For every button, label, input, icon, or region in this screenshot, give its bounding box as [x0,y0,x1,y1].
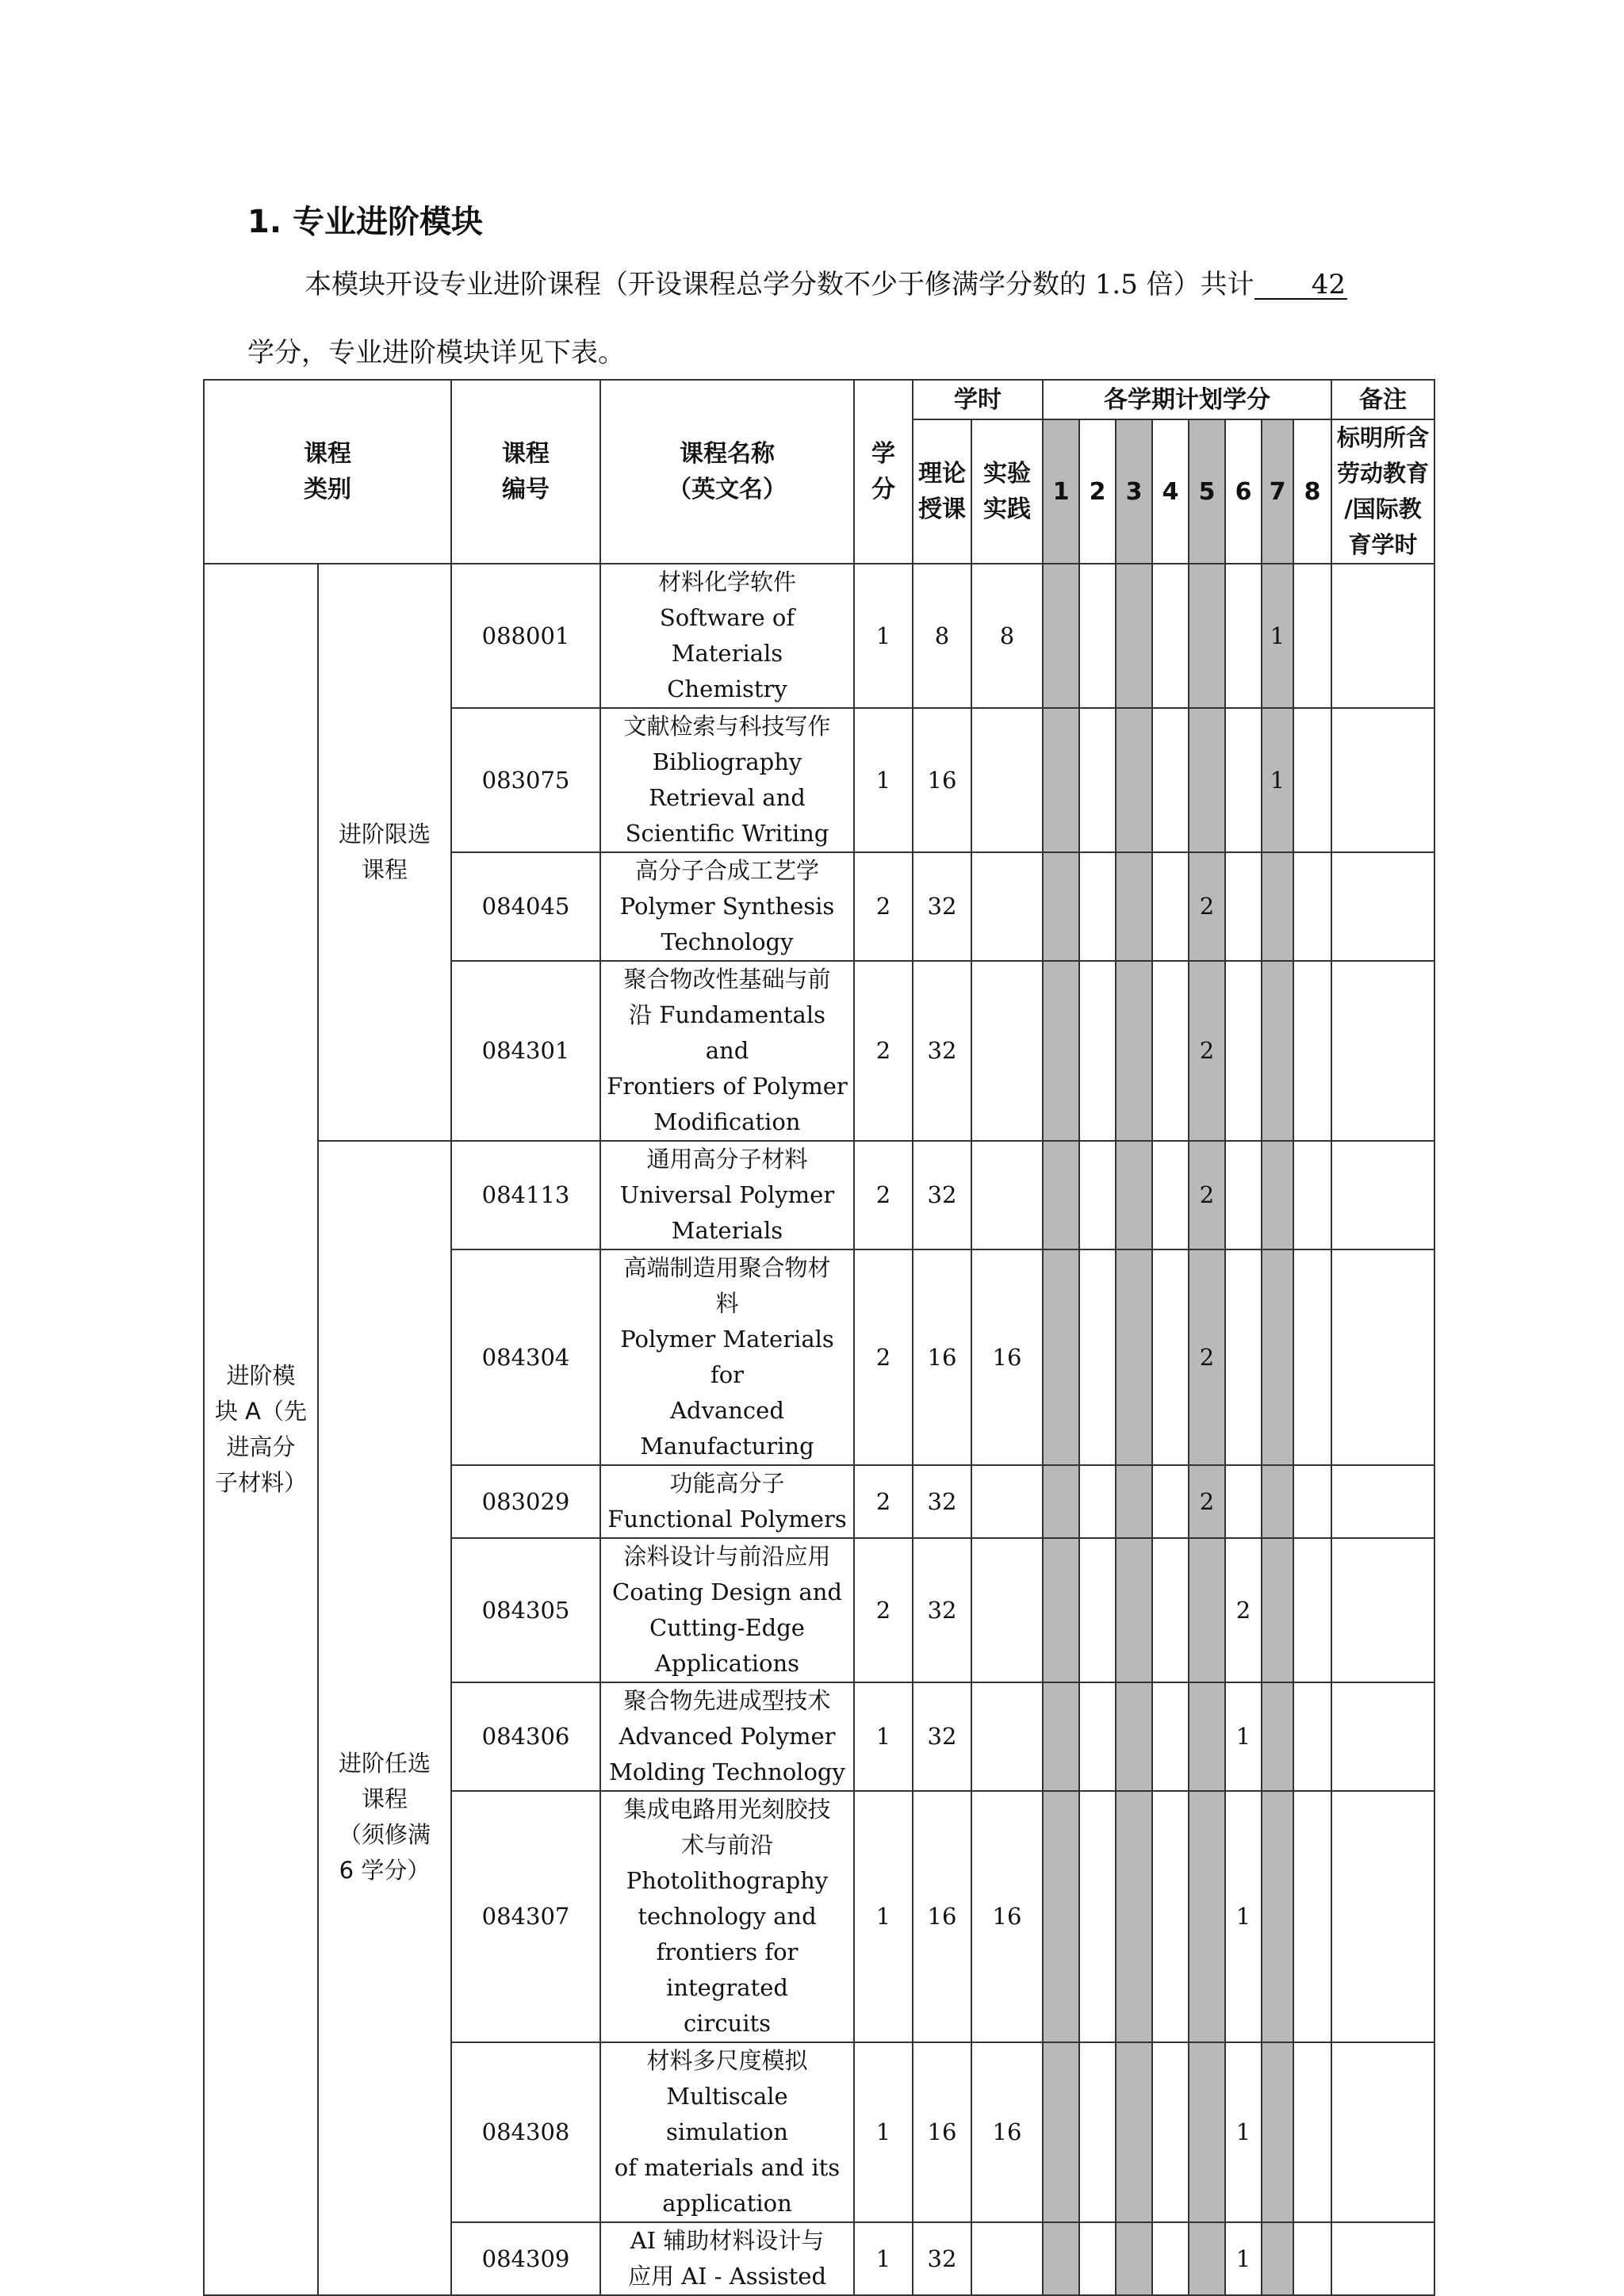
semester-7-cell [1262,1682,1293,1791]
semester-8-cell [1293,961,1331,1141]
credit-cell: 2 [854,1465,913,1538]
header-hours: 学时 [913,380,1043,419]
cell-line: 聚合物先进成型技术 [623,1687,831,1714]
theory-hours-cell: 32 [913,852,971,961]
semester-8-cell [1293,1682,1331,1791]
cell-line: 高端制造用聚合物材 [623,1254,831,1281]
header-semester-8: 8 [1293,419,1331,564]
cell-line: circuits [683,2010,772,2037]
course-name-cell [600,564,854,708]
semester-4-cell [1152,1538,1189,1682]
cell-line: Coating Design and [612,1578,842,1605]
course-name-cell [600,1141,854,1249]
semester-5-cell [1189,1682,1225,1791]
cell-line: 课程 [361,1785,408,1812]
cell-line: 块 A（先 [214,1398,308,1425]
semester-2-cell [1079,961,1116,1141]
cell-line: 进阶限选 [338,821,431,848]
semester-3-cell [1116,1682,1152,1791]
semester-7-cell [1262,2042,1293,2222]
credit-cell: 1 [854,2222,913,2295]
semester-6-cell [1225,852,1262,961]
theory-hours-cell: 16 [913,1249,971,1465]
semester-5-cell [1189,1538,1225,1682]
practice-hours-cell [971,1538,1043,1682]
cell-line: Advanced [670,1397,784,1424]
semester-1-cell [1043,1465,1079,1538]
cell-line: 材料化学软件 [657,568,796,595]
course-name-cell [600,961,854,1141]
semester-5-cell [1189,564,1225,708]
header-semester-credits: 各学期计划学分 [1043,380,1331,419]
cell-line: Technology [661,928,794,955]
remarks-cell [1331,2222,1434,2295]
header-text: 育学时 [1348,531,1418,558]
semester-7-cell [1262,961,1293,1141]
cell-line: 涂料设计与前沿应用 [623,1543,831,1570]
semester-1-cell [1043,2222,1079,2295]
remarks-cell [1331,852,1434,961]
cell-line: 进高分 [226,1433,296,1460]
remarks-cell [1331,1249,1434,1465]
semester-4-cell [1152,961,1189,1141]
semester-3-cell [1116,564,1152,708]
theory-hours-cell: 16 [913,2042,971,2222]
semester-1-cell [1043,1141,1079,1249]
semester-2-cell [1079,2042,1116,2222]
cell-line: Bibliography [652,748,802,775]
semester-3-cell [1116,1538,1152,1682]
semester-7-cell [1262,1141,1293,1249]
course-code-cell: 084113 [451,1141,600,1249]
semester-4-cell [1152,1682,1189,1791]
credit-cell: 1 [854,564,913,708]
header-semester-5: 5 [1189,419,1225,564]
header-semester-1: 1 [1043,419,1079,564]
semester-2-cell [1079,564,1116,708]
cell-line: 文献检索与科技写作 [623,713,831,740]
cell-line: 聚合物改性基础与前 [623,966,831,993]
semester-2-cell [1079,1465,1116,1538]
theory-hours-cell: 32 [913,961,971,1141]
remarks-cell [1331,708,1434,852]
remarks-cell [1331,2042,1434,2222]
semester-2-cell [1079,1682,1116,1791]
course-code-cell: 084308 [451,2042,600,2222]
intro-text: 本模块开设专业进阶课程（开设课程总学分数不少于修满学分数的 1.5 倍）共计 [304,269,1254,300]
semester-5-cell: 2 [1189,852,1225,961]
theory-hours-cell: 32 [913,1465,971,1538]
semester-6-cell: 1 [1225,1791,1262,2042]
course-name-cell [600,1791,854,2042]
cell-line: 高分子合成工艺学 [634,857,819,884]
semester-6-cell: 1 [1225,1682,1262,1791]
cell-line: Manufacturing [640,1433,814,1460]
practice-hours-cell [971,708,1043,852]
semester-8-cell [1293,2042,1331,2222]
semester-2-cell [1079,2222,1116,2295]
course-code-cell: 084307 [451,1791,600,2042]
header-theory-hours [913,419,971,564]
header-text: （英文名） [668,476,787,503]
course-name-cell [600,1465,854,1538]
semester-8-cell [1293,564,1331,708]
practice-hours-cell [971,852,1043,961]
header-practice-hours [971,419,1043,564]
course-table [203,379,1435,2296]
semester-3-cell [1116,1465,1152,1538]
semester-5-cell: 2 [1189,1141,1225,1249]
cell-line: Universal Polymer [619,1181,835,1208]
practice-hours-cell [971,961,1043,1141]
semester-7-cell [1262,1538,1293,1682]
header-text: 课程 [502,440,550,468]
semester-5-cell [1189,2222,1225,2295]
semester-2-cell [1079,708,1116,852]
practice-hours-cell: 16 [971,1791,1043,2042]
remarks-cell [1331,1791,1434,2042]
course-code-cell: 083029 [451,1465,600,1538]
semester-2-cell [1079,1791,1116,2042]
semester-1-cell [1043,1249,1079,1465]
cell-line: Polymer Materials for [620,1326,834,1388]
course-name-cell [600,852,854,961]
semester-4-cell [1152,1465,1189,1538]
cell-line: 应用 AI - Assisted [627,2263,827,2290]
semester-4-cell [1152,564,1189,708]
header-text: 理论 [918,460,966,488]
semester-5-cell: 2 [1189,1249,1225,1465]
semester-1-cell [1043,1682,1079,1791]
semester-6-cell [1225,1141,1262,1249]
cell-line: 课程 [361,856,408,883]
semester-1-cell [1043,1538,1079,1682]
semester-1-cell [1043,961,1079,1141]
semester-4-cell [1152,1141,1189,1249]
credit-cell: 2 [854,961,913,1141]
semester-8-cell [1293,1141,1331,1249]
credit-cell: 1 [854,1791,913,2042]
remarks-cell [1331,1682,1434,1791]
semester-4-cell [1152,2042,1189,2222]
cell-line: Modification [653,1108,801,1135]
header-text: 实践 [983,496,1031,523]
header-text: 课程名称 [680,440,775,468]
header-remarks: 备注 [1331,380,1434,419]
course-code-cell: 084306 [451,1682,600,1791]
theory-hours-cell: 32 [913,1141,971,1249]
cell-line: 沿 Fundamentals and [629,1001,825,1064]
course-code-cell: 084309 [451,2222,600,2295]
practice-hours-cell: 16 [971,2042,1043,2222]
semester-6-cell: 2 [1225,1538,1262,1682]
semester-4-cell [1152,2222,1189,2295]
theory-hours-cell: 16 [913,708,971,852]
header-text: 实验 [983,460,1031,488]
total-credits-value: 42 [1254,271,1347,300]
cell-line: Cutting-Edge [649,1614,805,1641]
semester-2-cell [1079,852,1116,961]
semester-7-cell: 1 [1262,708,1293,852]
theory-hours-cell: 32 [913,1538,971,1682]
cell-line: technology and [638,1903,817,1930]
intro-paragraph [247,271,1421,300]
semester-8-cell [1293,1791,1331,2042]
header-text: 课程 [304,440,351,468]
semester-1-cell [1043,852,1079,961]
semester-7-cell [1262,852,1293,961]
header-text: 标明所含 [1336,424,1429,451]
remarks-cell [1331,1141,1434,1249]
remarks-cell [1331,961,1434,1141]
cell-line: Molding Technology [609,1758,845,1785]
cell-line: 子材料） [214,1469,307,1496]
cell-line: Photolithography [626,1867,829,1894]
semester-1-cell [1043,564,1079,708]
cell-line: Software of Materials [659,604,795,667]
cell-line: 进阶任选 [338,1750,431,1777]
credit-cell: 1 [854,708,913,852]
cell-line: Advanced Polymer [619,1723,836,1750]
semester-5-cell [1189,2042,1225,2222]
cell-line: 功能高分子 [669,1470,785,1497]
credit-cell: 2 [854,1141,913,1249]
semester-5-cell: 2 [1189,961,1225,1141]
cell-line: 材料多尺度模拟 [646,2047,808,2074]
cell-line: Applications [654,1650,800,1677]
semester-8-cell [1293,2222,1331,2295]
semester-7-cell [1262,1465,1293,1538]
course-table-body [204,564,1434,2295]
course-name-cell [600,2222,854,2295]
header-semester-2: 2 [1079,419,1116,564]
header-semester-3: 3 [1116,419,1152,564]
course-code-cell: 084045 [451,852,600,961]
cell-line: 集成电路用光刻胶技 [623,1796,831,1823]
semester-6-cell: 1 [1225,2042,1262,2222]
semester-7-cell [1262,1791,1293,2042]
semester-2-cell [1079,1249,1116,1465]
semester-2-cell [1079,1538,1116,1682]
elective-note: 6 学分） [339,1857,431,1884]
header-text: 学 [871,440,895,468]
cell-line: Materials [671,1217,783,1244]
practice-hours-cell [971,1465,1043,1538]
semester-4-cell [1152,852,1189,961]
header-course-category [204,380,451,564]
course-code-cell: 084304 [451,1249,600,1465]
cell-line: 料 [715,1290,739,1317]
course-code-cell: 084301 [451,961,600,1141]
cell-line: Chemistry [667,675,787,702]
semester-6-cell [1225,961,1262,1141]
header-text: 编号 [502,476,550,503]
practice-hours-cell: 16 [971,1249,1043,1465]
semester-6-cell [1225,1249,1262,1465]
header-course-code [451,380,600,564]
subcategory-elective-cell [318,1141,451,2295]
credit-cell: 2 [854,1538,913,1682]
remarks-cell [1331,564,1434,708]
elective-note: （须修满 [338,1821,431,1848]
credit-cell: 1 [854,1682,913,1791]
course-name-cell [600,1538,854,1682]
cell-line: of materials and its [614,2154,841,2181]
semester-6-cell [1225,564,1262,708]
semester-8-cell [1293,1465,1331,1538]
semester-6-cell [1225,1465,1262,1538]
semester-4-cell [1152,1249,1189,1465]
semester-3-cell [1116,1141,1152,1249]
cell-line: Multiscale simulation [666,2083,788,2145]
course-name-cell [600,1682,854,1791]
cell-line: 进阶模 [226,1362,296,1389]
header-text: 类别 [304,476,351,503]
cell-line: application [662,2190,792,2217]
table-row [204,564,1434,708]
cell-line: Frontiers of Polymer [607,1073,848,1100]
practice-hours-cell [971,1682,1043,1791]
header-course-name [600,380,854,564]
course-code-cell: 088001 [451,564,600,708]
semester-7-cell: 1 [1262,564,1293,708]
cell-line: 通用高分子材料 [646,1146,808,1173]
semester-3-cell [1116,961,1152,1141]
semester-7-cell [1262,1249,1293,1465]
subcategory-restricted-cell [318,564,451,1141]
semester-6-cell: 1 [1225,2222,1262,2295]
credit-cell: 2 [854,1249,913,1465]
module-category-cell [204,564,318,2295]
semester-5-cell: 2 [1189,1465,1225,1538]
semester-5-cell [1189,708,1225,852]
course-code-cell: 084305 [451,1538,600,1682]
theory-hours-cell: 32 [913,1682,971,1791]
semester-8-cell [1293,852,1331,961]
header-semester-6: 6 [1225,419,1262,564]
remarks-cell [1331,1538,1434,1682]
cell-line: Retrieval and [649,784,806,811]
course-name-cell [600,2042,854,2222]
cell-line: frontiers for integrated [656,1938,799,2001]
semester-1-cell [1043,2042,1079,2222]
credit-cell: 2 [854,852,913,961]
header-remarks-detail [1331,419,1434,564]
credit-cell: 1 [854,2042,913,2222]
practice-hours-cell [971,2222,1043,2295]
remarks-cell [1331,1465,1434,1538]
theory-hours-cell: 8 [913,564,971,708]
semester-6-cell [1225,708,1262,852]
semester-4-cell [1152,1791,1189,2042]
header-semester-4: 4 [1152,419,1189,564]
practice-hours-cell [971,1141,1043,1249]
header-text: 分 [871,476,895,503]
cell-line: Functional Polymers [607,1506,847,1533]
semester-8-cell [1293,1538,1331,1682]
semester-8-cell [1293,1249,1331,1465]
cell-line: Scientific Writing [625,820,829,847]
cell-line: AI 辅助材料设计与 [630,2227,825,2254]
semester-8-cell [1293,708,1331,852]
section-heading: 1. 专业进阶模块 [247,204,483,240]
practice-hours-cell: 8 [971,564,1043,708]
table-row [204,1141,1434,1249]
theory-hours-cell: 32 [913,2222,971,2295]
cell-line: 术与前沿 [680,1831,773,1858]
theory-hours-cell: 16 [913,1791,971,2042]
intro-paragraph-continued: 学分，专业进阶模块详见下表。 [247,337,625,369]
semester-1-cell [1043,1791,1079,2042]
header-text: 授课 [918,496,966,523]
semester-3-cell [1116,2042,1152,2222]
cell-line: Polymer Synthesis [619,893,835,920]
semester-1-cell [1043,708,1079,852]
header-semester-7: 7 [1262,419,1293,564]
course-name-cell [600,1249,854,1465]
semester-4-cell [1152,708,1189,852]
course-name-cell [600,708,854,852]
header-text: 劳动教育 [1336,460,1429,487]
semester-7-cell [1262,2222,1293,2295]
header-text: /国际教 [1344,496,1422,522]
header-credits [854,380,913,564]
semester-3-cell [1116,852,1152,961]
semester-3-cell [1116,708,1152,852]
semester-3-cell [1116,1249,1152,1465]
semester-2-cell [1079,1141,1116,1249]
semester-5-cell [1189,1791,1225,2042]
course-code-cell: 083075 [451,708,600,852]
semester-3-cell [1116,2222,1152,2295]
semester-3-cell [1116,1791,1152,2042]
